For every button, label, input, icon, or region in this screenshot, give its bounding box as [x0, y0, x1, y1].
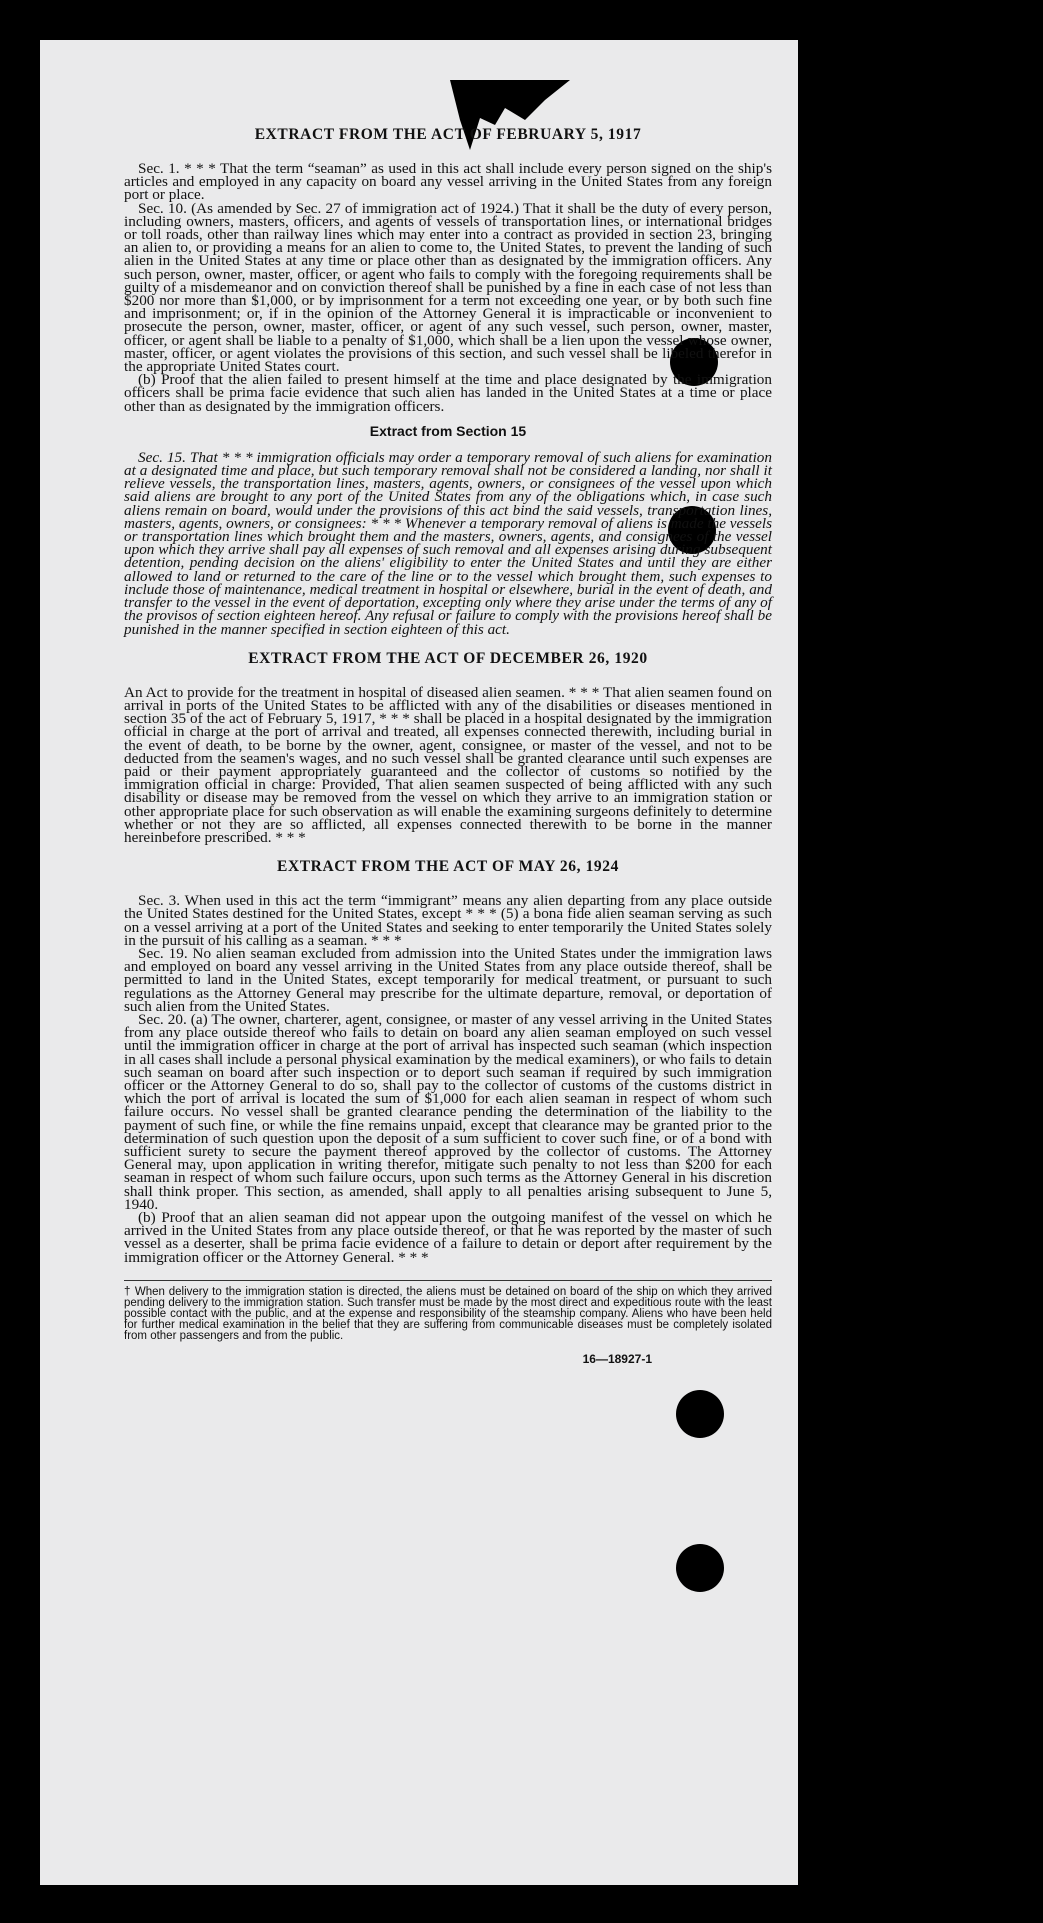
- paragraph-sec-10: Sec. 10. (As amended by Sec. 27 of immigration act of 1924.) That it shall be the duty of every person, including owners, masters, officers, and agents of vessels of transportation lines, or international bridges or toll roads, other than railway lines which may enter into a contract as provided in section 23, bringing an alien to, or providing a means for an alien to come to, the United States, to prevent the landing of such alien in the United States at any time or place other than as designated by the immigration officers. Any such person, owner, master, officer, or agent who fails to comply with the foregoing requirements shall be guilty of a misdemeanor and on conviction thereof shall be punished by a fine in each case of not less than $200 nor more than $1,000, or by imprisonment for a term not exceeding one year, or by both such fine and imprisonment; or, if in the opinion of the Attorney General it is impracticable or inconvenient to prosecute the person, owner, master, officer, or agent of any such vessel, such person, owner, master, officer, or agent shall be liable to a penalty of $1,000, which shall be a lien upon the vessel whose owner, master, officer, or agent violates the provisions of this section, and such vessel shall be libeled therefor in the appropriate United States court.: [124, 199, 772, 376]
- document-body: [124, 126, 772, 1366]
- paragraph-sec-1: Sec. 1. * * * That the term “seaman” as used in this act shall include every person signed on the ship's articles and employed in any capacity on board any vessel arriving in the United States from any foreign port or place.: [124, 160, 772, 204]
- paragraph-sec-10-b: (b) Proof that the alien failed to present himself at the time and place designated by the immigration officers shall be prima facie evidence that such alien has landed in the United States at a time or place other than as designated by the immigration officers.: [124, 371, 772, 415]
- section-heading-1924: EXTRACT FROM THE ACT OF MAY 26, 1924: [277, 858, 619, 876]
- section-heading-1920: EXTRACT FROM THE ACT OF DECEMBER 26, 1920: [248, 649, 648, 667]
- document-page: [40, 40, 798, 1885]
- paragraph-sec-20-a: Sec. 20. (a) The owner, charterer, agent, consignee, or master of any vessel arriving in the United States from any place outside thereof who fails to detain on board any alien seaman employed on such vessel until the immigration officer in charge at the port of arrival has inspected such seaman (which inspection in all cases shall include a personal physical examination by the medical examiners), or who fails to detain such seaman on board after such inspection or to deport such seaman if required by such immigration officer or the Attorney General to do so, shall pay to the collector of customs of the customs district in which the port of arrival is located the sum of $1,000 for each alien seaman in respect of whom such failure occurs. No vessel shall be granted clearance pending the determination of the liability to the payment of such fine, or while the fine remains unpaid, except that clearance may be granted prior to the determination of such question upon the deposit of a sum sufficient to cover such fine, or of a bond with sufficient surety to secure the payment thereof approved by the collector of customs. The Attorney General may, upon application in writing therefor, mitigate such penalty to not less than $200 for each seaman in respect of whom such failure occurs, upon such terms as the Attorney General in his discretion shall think proper. This section, as amended, shall apply to all penalties arising subsequent to June 5, 1940.: [124, 1010, 772, 1213]
- subheading-section-15: Extract from Section 15: [369, 422, 527, 439]
- form-code: 16—18927-1: [582, 1351, 652, 1366]
- footnote-text: † When delivery to the immigration station is directed, the aliens must be detained on board of the ship on which they arrived pending delivery to the immigration station. Such transfer must be made by the most direct and expeditious route with the least possible contact with the public, and at the expense and responsibility of the steamship company. Aliens who have been held for further medical examination in the belief that they are suffering from communicable diseases must be completely isolated from other passengers and from the public.: [124, 1285, 772, 1342]
- section-heading-1917: EXTRACT FROM THE ACT OF FEBRUARY 5, 1917: [254, 126, 642, 143]
- footnote: [124, 1280, 772, 1342]
- punch-hole-4: [676, 1544, 724, 1592]
- punch-hole-3: [676, 1390, 724, 1438]
- paragraph-sec-15: Sec. 15. That * * * immigration officials may order a temporary removal of such aliens for examination at a designated time and place, but such temporary removal shall not be considered a landing, nor shall it relieve vessels, the transportation lines, masters, agents, owners, or consignees of the vessel upon which said aliens are brought to any port of the United States from any of the obligations which, in case such aliens remain on board, would under the provisions of this act bind the said vessels, transportation lines, masters, agents, owners, or consignees: * * * Whenever a temporary removal of aliens is made the vessels or transportation lines which brought them and the masters, owners, agents, and consignees of the vessel upon which they arrive shall pay all expenses of such removal and all expenses arising during subsequent detention, pending decision on the aliens' eligibility to enter the United States and until they are either allowed to land or returned to the care of the line or to the vessel which brought them, such expenses to include those of maintenance, medical treatment in hospital or elsewhere, burial in the event of death, and transfer to the vessel in the event of deportation, excepting only where they arise under the terms of any of the provisos of section eighteen hereof. Any refusal or failure to comply with the provisions hereof shall be punished in the manner specified in section eighteen of this act.: [124, 448, 772, 638]
- paragraph-act-1920: An Act to provide for the treatment in hospital of diseased alien seamen. * * * That alien seamen found on arrival in ports of the United States to be afflicted with any of the disabilities or diseases mentioned in section 35 of the act of February 5, 1917, * * * shall be placed in a hospital designated by the immigration official in charge at the port of arrival and treated, all expenses connected therewith, including burial in the event of death, to be borne by the owner, agent, consignee, or master of the vessel, and not to be deducted from the seamen's wages, and no such vessel shall be granted clearance until such expenses are paid or their payment appropriately guaranteed and the collector of customs so notified by the immigration official in charge: Provided, That alien seamen suspected of being afflicted with any such disability or disease may be removed from the vessel on which they arrive to an immigration station or other appropriate place for such observation as will enable the examining surgeons definitely to determine whether or not they are so afflicted, all expenses connected therewith to be borne in the manner hereinbefore prescribed. * * *: [124, 683, 772, 846]
- paragraph-sec-3: Sec. 3. When used in this act the term “immigrant” means any alien departing from any place outside the United States destined for the United States, except * * * (5) a bona fide alien seaman serving as such on a vessel arriving at a port of the United States and seeking to enter temporarily the United States solely in the pursuit of his calling as a seaman. * * *: [124, 892, 772, 949]
- paragraph-sec-20-b: (b) Proof that an alien seaman did not appear upon the outgoing manifest of the vessel on which he arrived in the United States from any place outside thereof, or that he was reported by the master of such vessel as a deserter, shall be prima facie evidence of a failure to detain or deport after requirement by the immigration officer or the Attorney General. * * *: [124, 1209, 772, 1266]
- paragraph-sec-19: Sec. 19. No alien seaman excluded from admission into the United States under the immigration laws and employed on board any vessel arriving in the United States from any place outside thereof, shall be permitted to land in the United States, except temporarily for medical treatment, or pursuant to such regulations as the Attorney General may prescribe for the ultimate departure, removal, or deportation of such alien from the United States.: [124, 944, 772, 1015]
